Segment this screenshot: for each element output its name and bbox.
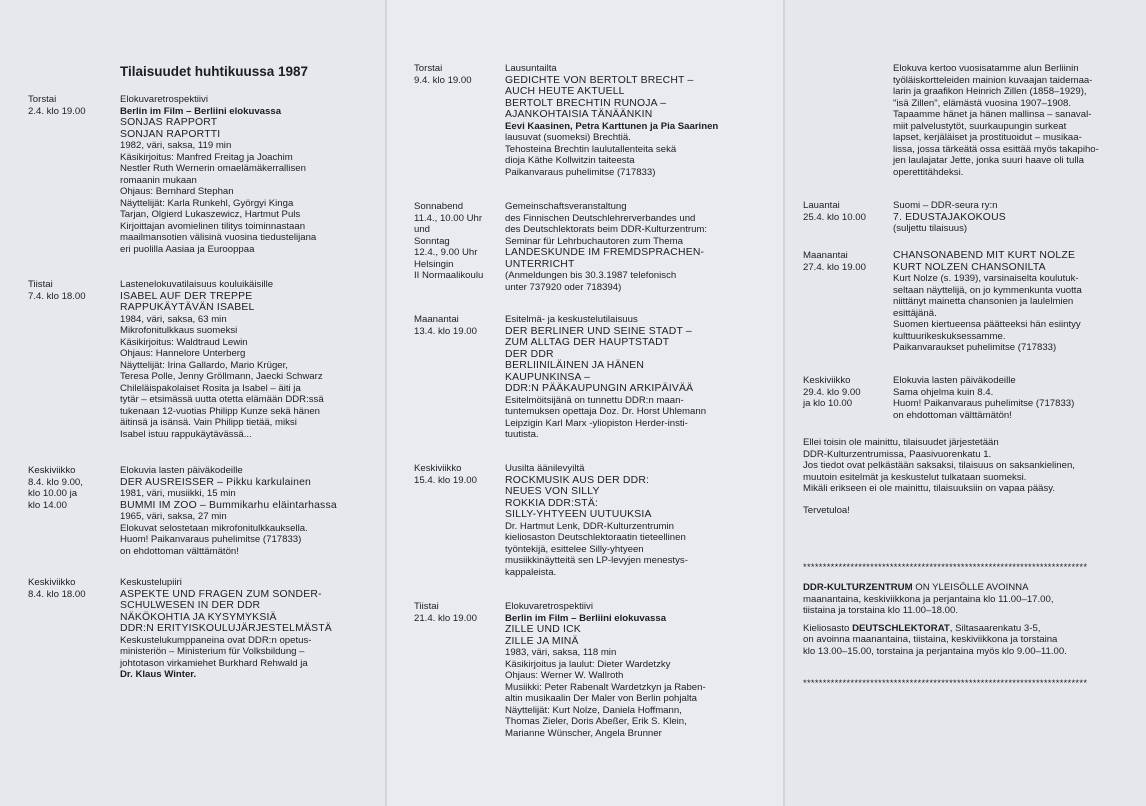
text-line: muutoin esitelmät ja keskustelut tulkataan suomeksi.: [803, 471, 1027, 483]
event-when: Sonnabend 11.4., 10.00 Uhr und Sonntag 12.4., 9.00 Uhr Helsingin II Normaalikoulu: [414, 201, 484, 281]
event-line: ISABEL AUF DER TREPPE: [120, 290, 253, 302]
event-line: Esitelmöitsijänä on tunnettu DDR:n maan-: [505, 394, 684, 406]
event-line: DER DDR: [505, 348, 554, 360]
event-line: Käsikirjoitus: Manfred Freitag ja Joachim: [120, 151, 293, 163]
event-line: Elokuvaretrospektiivi: [120, 94, 208, 105]
text-line: lapset, kerjäläiset ja prostituoidut – musikaa-: [893, 132, 1082, 143]
event-line: Kirjoittajan avomielinen tilitys toiminnastaan: [120, 220, 306, 232]
event-body: [505, 63, 718, 178]
event-line: ROKKIA DDR:STÄ:: [505, 497, 599, 509]
event-line: kappaleista.: [505, 566, 557, 578]
text-line: operettitähdeksi.: [893, 166, 964, 178]
event-line: Suomi – DDR-seura ry:n: [893, 200, 998, 211]
event-line: eri puolilla Aasiaa ja Eurooppaa: [120, 243, 255, 255]
event-line: (suljettu tilaisuus): [893, 223, 968, 234]
event-line: Sama ohjelma kuin 8.4.: [893, 386, 994, 398]
event-line: BERLIINILÄINEN JA HÄNEN: [505, 360, 645, 371]
event-line: kieliosaston Deutschlektoraatin tieteellinen: [505, 532, 686, 543]
text-line: DDR-Kulturzentrumissa, Paasivuorenkatu 1.: [803, 448, 992, 460]
event-line: LANDESKUNDE IM FREMDSPRACHEN-: [505, 247, 705, 258]
event-line: Berlin im Film – Berliini elokuvassa: [120, 105, 282, 117]
event-body: [893, 200, 1006, 235]
event-line: Ohjaus: Hannelore Unterberg: [120, 348, 246, 359]
event-line: 1965, väri, saksa, 27 min: [120, 511, 227, 522]
event-body: [505, 314, 706, 441]
event-line: musiikkinäytteitä sen LP-levyjen menestys-: [505, 555, 688, 566]
event-body: [893, 375, 1074, 421]
event-line: Näyttelijät: Irina Gallardo, Mario Krüger,: [120, 359, 288, 371]
event-line: tuutista.: [505, 429, 539, 440]
star-divider: ************************************************************************: [803, 677, 1088, 688]
event-line: Näyttelijät: Kurt Nolze, Daniela Hoffmann,: [505, 704, 682, 716]
event-line: AUCH HEUTE AKTUELL: [505, 86, 625, 97]
event-line: Huom! Paikanvaraus puhelimitse (717833): [893, 398, 1075, 409]
event-line: dioja Käthe Kollwitzin taiteesta: [505, 155, 635, 166]
event-line: DER BERLINER UND SEINE STADT –: [505, 325, 692, 337]
text-line: "isä Zillen", elämästä vuosina 1907–1908.: [893, 97, 1072, 109]
text-line: Ellei toisin ole mainittu, tilaisuudet järjestetään: [803, 437, 999, 448]
event-line: äitinsä ja isänsä. Vain Philipp tietää, miksi: [120, 417, 297, 428]
event-when: Lauantai 25.4. klo 10.00: [803, 200, 866, 223]
event-when: Keskiviikko 8.4. klo 18.00: [28, 577, 86, 600]
event-line: seltaan näyttelijä, on jo kymmenkunta vuotta: [893, 284, 1082, 296]
text-line: larin ja graafikon Heinrich Zillen (1858–1929),: [893, 86, 1087, 97]
event-line: esittäjänä.: [893, 307, 937, 319]
event-line: SILLY-YHTYEEN UUTUUKSIA: [505, 509, 652, 520]
event-when: Keskiviikko 8.4. klo 9.00, klo 10.00 ja klo 14.00: [28, 465, 83, 511]
text-line: jen laulajatar Jette, jonka suuri haave oli tulla: [893, 155, 1084, 166]
event-line: Berlin im Film – Berliini elokuvassa: [505, 612, 667, 624]
event-line: RAPPUKÄYTÄVÄN ISABEL: [120, 302, 255, 313]
text-line: lissa, jossa tärkeätä ossa esittää myös takapiho-: [893, 143, 1099, 155]
event-line: Gemeinschaftsveranstaltung: [505, 201, 627, 212]
event-when: Torstai 2.4. klo 19.00: [28, 94, 86, 117]
event-when: Keskiviikko 29.4. klo 9.00 ja klo 10.00: [803, 375, 861, 409]
page-title: Tilaisuudet huhtikuussa 1987: [120, 64, 309, 79]
event-line: DDR:N ERITYISKOULUJÄRJESTELMÄSTÄ: [120, 623, 332, 634]
event-line: Leipzigin Karl Marx -yliopiston Herder-insti-: [505, 417, 688, 429]
event-line: on ehdottoman välttämätön!: [893, 409, 1012, 421]
event-line: Marianne Wünscher, Angela Brunner: [505, 727, 662, 739]
event-line: SCHULWESEN IN DER DDR: [120, 600, 261, 611]
event-line: tytär – etsimässä uutta otetta elämään DDR:ssä: [120, 394, 324, 405]
event-body: [120, 577, 332, 681]
event-line: Thomas Zieler, Doris Abeßer, Erik S. Klein,: [505, 716, 687, 727]
event-line: johtotason virkamiehet Burkhard Rehwald ja: [120, 657, 308, 669]
event-when: Maanantai 13.4. klo 19.00: [414, 314, 477, 337]
event-line: AJANKOHTAISIA TÄNÄÄNKIN: [505, 109, 653, 120]
general-notice: [803, 437, 1075, 495]
event-body: [505, 463, 688, 578]
event-line: Ohjaus: Bernhard Stephan: [120, 186, 234, 197]
event-line: Dr. Klaus Winter.: [120, 669, 197, 680]
event-line: kulttuurikeskuksessamme.: [893, 330, 1006, 342]
text-line: Tapaamme hänet ja hänen mallinsa – sanaval-: [893, 109, 1092, 120]
event-when: Torstai 9.4. klo 19.00: [414, 63, 472, 86]
event-line: Keskustelukumppaneina ovat DDR:n opetus-: [120, 634, 312, 646]
text-line: Mikäli erikseen ei ole mainittu, tilaisuuksiin on vapaa pääsy.: [803, 483, 1056, 494]
event-line: Tarjan, Olgierd Lukaszewicz, Hartmut Puls: [120, 209, 301, 220]
event-line: Lausuntailta: [505, 63, 557, 74]
event-line: työntekijä, esittelee Silly-yhtyeen: [505, 543, 644, 555]
event-line: KAUPUNKINSA –: [505, 371, 591, 383]
event-line: Käsikirjoitus ja laulut: Dieter Wardetzky: [505, 658, 671, 670]
event-line: Teresa Polle, Jenny Gröllmann, Jaecki Schwarz: [120, 371, 323, 382]
event-body: [120, 465, 337, 557]
event-line: Elokuvia lasten päiväkodeille: [893, 375, 1016, 386]
event-line: DER AUSREISSER – Pikku karkulainen: [120, 476, 312, 488]
event-line: Musiikki: Peter Rabenalt Wardetzkyn ja Raben-: [505, 681, 706, 693]
event-line: tukenaan 12-vuotias Philipp Kunze sekä hänen: [120, 405, 321, 417]
event-line: Seminar für Lehrbuchautoren zum Thema: [505, 235, 683, 247]
event-line: (Anmeldungen bis 30.3.1987 telefonisch: [505, 270, 677, 281]
event-line: des Deutschlektorats beim DDR-Kulturzentrum:: [505, 224, 708, 235]
welcome-text: Tervetuloa!: [803, 505, 850, 516]
text-line: Elokuva kertoo vuosisatamme alun Berliinin: [893, 63, 1079, 74]
event-line: Lastenelokuvatilaisuus kouluikäisille: [120, 279, 274, 290]
event-line: ZUM ALLTAG DER HAUPTSTADT: [505, 337, 670, 348]
event-line: Eevi Kaasinen, Petra Karttunen ja Pia Saarinen: [505, 120, 719, 132]
event-line: UNTERRICHT: [505, 258, 575, 270]
event-line: lausuvat (suomeksi) Brechtiä.: [505, 132, 631, 143]
event-line: ZILLE JA MINÄ: [505, 635, 579, 647]
text-line: miit palvelustytöt, suurkaupungin surkeat: [893, 120, 1067, 132]
event-line: Dr. Hartmut Lenk, DDR-Kulturzentrumin: [505, 520, 675, 532]
event-line: Suomen kiertueensa päätteeksi hän esiintyy: [893, 319, 1081, 330]
fold-line: [385, 0, 387, 806]
event-line: Esitelmä- ja keskustelutilaisuus: [505, 314, 638, 325]
event-line: des Finnischen Deutschlehrerverbandes und: [505, 212, 696, 224]
event-line: Tehosteina Brechtin laulutallenteita sekä: [505, 143, 677, 155]
event-when: Keskiviikko 15.4. klo 19.00: [414, 463, 477, 486]
event-line: Paikanvaraukset puhelimitse (717833): [893, 342, 1057, 353]
event-line: NEUES VON SILLY: [505, 486, 600, 497]
event-line: BUMMI IM ZOO – Bummikarhu eläintarhassa: [120, 499, 337, 511]
event-line: 1984, väri, saksa, 63 min: [120, 313, 227, 325]
opening-hours: DDR-KULTURZENTRUM ON YLEISÖLLE AVOINNA maanantaina, keskiviikkona ja perjantaina klo 11.00–17.00, tiistaina ja torstaina klo 11.00–18.00. Kieliosasto DEUTSCHLEKTORAT, Siltasaarenkatu 3-5, on avoinna maanantaina, tiistaina, keskiviikkona ja torstaina klo 13.00–15.00, torstaina ja perjantaina myös klo 9.00–11.00.: [803, 582, 1067, 657]
event-line: Chileläispakolaiset Rosita ja Isabel – äiti ja: [120, 382, 301, 394]
event-body: [505, 201, 707, 293]
event-line: Nestler Ruth Wernerin omaelämäkerrallisen: [120, 163, 306, 174]
text-line: työläiskortteleiden mainion kuvaajan taidemaa-: [893, 74, 1093, 86]
event-line: romaanin mukaan: [120, 174, 197, 186]
event-line: Kurt Nolze (s. 1939), varsinaiselta koulutuk-: [893, 273, 1079, 284]
event-line: CHANSONABEND MIT KURT NOLZE: [893, 250, 1076, 261]
event-line: DDR:N PÄÄKAUPUNGIN ARKIPÄIVÄÄ: [505, 383, 694, 394]
event-line: Ohjaus: Werner W. Wallroth: [505, 670, 624, 681]
event-when: Tiistai 21.4. klo 19.00: [414, 601, 477, 624]
event-line: NÄKÖKOHTIA JA KYSYMYKSIÄ: [120, 611, 277, 623]
event-line: ZILLE UND ICK: [505, 624, 581, 635]
event-line: 1983, väri, saksa, 118 min: [505, 647, 617, 658]
event-line: 1981, väri, musiikki, 15 min: [120, 488, 236, 499]
event-line: ASPEKTE UND FRAGEN ZUM SONDER-: [120, 588, 322, 600]
event-line: Elokuvaretrospektiivi: [505, 601, 593, 612]
event-line: maailmansotien välisinä vuosina tiedustelijana: [120, 232, 317, 243]
event-line: KURT NOLZEN CHANSONILTA: [893, 261, 1046, 273]
event-line: Isabel istuu rappukäytävässä...: [120, 428, 252, 440]
event-body: [505, 601, 706, 739]
event-line: Paikanvaraus puhelimitse (717833): [505, 166, 656, 178]
event-line: Käsikirjoitus: Waldtraud Lewin: [120, 336, 248, 348]
event-line: 7. EDUSTAJAKOKOUS: [893, 211, 1006, 223]
event-line: SONJAS RAPPORT: [120, 117, 218, 128]
film-description: [893, 63, 1099, 178]
event-line: Elokuvia lasten päiväkodeille: [120, 465, 243, 476]
event-line: 1982, väri, saksa, 119 min: [120, 140, 232, 151]
event-line: on ehdottoman välttämätön!: [120, 545, 239, 557]
event-when: Tiistai 7.4. klo 18.00: [28, 279, 86, 302]
event-line: Näyttelijät: Karla Runkehl, Györgyi Kinga: [120, 197, 294, 209]
event-line: BERTOLT BRECHTIN RUNOJA –: [505, 97, 667, 109]
fold-line: [783, 0, 785, 806]
event-line: Mikrofonitulkkaus suomeksi: [120, 325, 238, 336]
event-line: Keskustelupiiri: [120, 577, 182, 588]
event-body: [120, 94, 316, 255]
event-line: unter 737920 oder 718394): [505, 281, 622, 293]
event-line: altin musikaalin Der Maler von Berlin pohjalta: [505, 693, 697, 704]
event-line: SONJAN RAPORTTI: [120, 128, 221, 140]
event-line: ROCKMUSIK AUS DER DDR:: [505, 474, 650, 486]
event-line: ministeriön – Ministerium für Volksbildung –: [120, 646, 305, 657]
event-when: Maanantai 27.4. klo 19.00: [803, 250, 866, 273]
star-divider: ************************************************************************: [803, 561, 1088, 572]
event-line: tuntemuksen opettaja Doz. Dr. Horst Uhlemann: [505, 406, 707, 417]
event-line: niittänyt mainetta chansonien ja laulelmien: [893, 296, 1074, 307]
event-body: [893, 250, 1082, 354]
event-line: Huom! Paikanvaraus puhelimitse (717833): [120, 534, 302, 545]
event-body: [120, 279, 324, 440]
event-line: Uusilta äänilevyiltä: [505, 463, 585, 474]
event-line: Elokuvat selostetaan mikrofonitulkkauksella.: [120, 522, 308, 534]
event-line: GEDICHTE VON BERTOLT BRECHT –: [505, 74, 694, 86]
text-line: Jos tiedot ovat pelkästään saksaksi, tilaisuus on saksankielinen,: [803, 460, 1075, 471]
